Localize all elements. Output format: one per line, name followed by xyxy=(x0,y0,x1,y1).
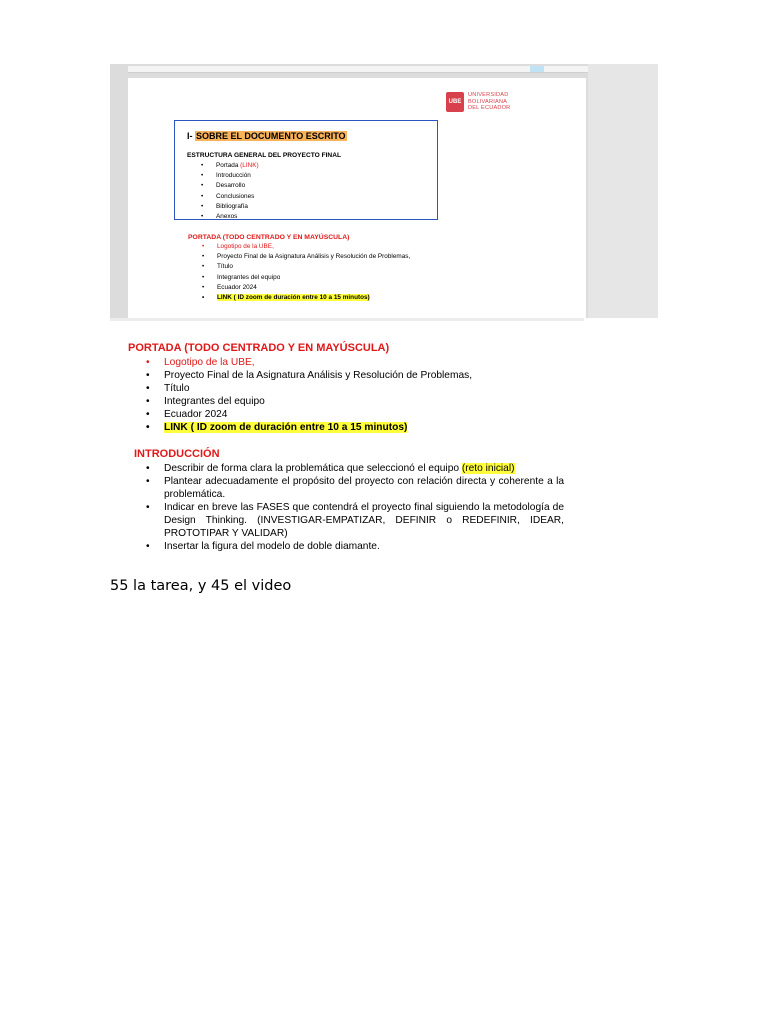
ube-logo xyxy=(446,92,510,116)
list-item: • LINK ( ID zoom de duración entre 10 a 15 minutos) xyxy=(202,293,410,303)
portada-section-small xyxy=(188,234,410,303)
structure-heading: ESTRUCTURA GENERAL DEL PROYECTO FINAL xyxy=(187,152,341,159)
list-item: • Indicar en breve las FASES que contendrá el proyecto final siguiendo la metodología de Design Thinking. (INVESTIGAR-EMPATIZAR, DEFINIR o REDEFINIR, IDEAR, PROTOTIPAR Y VALIDAR) xyxy=(146,501,564,540)
list-item: • LINK ( ID zoom de duración entre 10 a 15 minutos) xyxy=(146,421,472,434)
intro-title: INTRODUCCIÓN xyxy=(134,448,220,460)
document-screenshot-1 xyxy=(110,64,658,318)
list-item: • Anexos xyxy=(201,212,259,222)
list-item: • Ecuador 2024 xyxy=(146,408,472,421)
highlight-reto-inicial: (reto inicial) xyxy=(461,463,515,474)
portada-title: PORTADA (TODO CENTRADO Y EN MAYÚSCULA) xyxy=(188,234,350,241)
list-item: • Proyecto Final de la Asignatura Análisis y Resolución de Problemas, xyxy=(202,252,410,262)
list-item: • Desarrollo xyxy=(201,181,259,191)
list-item: • Bibliografía xyxy=(201,202,259,212)
section-prefix: I- xyxy=(187,131,193,141)
list-item: • Plantear adecuadamente el propósito del proyecto con relación directa y coherente a la problemática. xyxy=(146,475,564,501)
document-screenshot-2 xyxy=(110,318,584,568)
list-item: • Proyecto Final de la Asignatura Análisis y Resolución de Problemas, xyxy=(146,369,472,382)
caption-text: 55 la tarea, y 45 el video xyxy=(110,578,292,594)
list-item: • Ecuador 2024 xyxy=(202,283,410,293)
structure-box xyxy=(174,120,438,220)
document-page xyxy=(128,78,586,318)
list-item: • Insertar la figura del modelo de doble diamante. xyxy=(146,540,564,553)
structure-list xyxy=(201,161,259,222)
intro-list xyxy=(146,462,564,553)
list-item: • Introducción xyxy=(201,171,259,181)
list-item: • Título xyxy=(202,262,410,272)
image-edge xyxy=(110,318,584,321)
window-top-bar xyxy=(128,66,590,73)
logo-line: BOLIVARIANA xyxy=(468,98,508,105)
list-item: • Conclusiones xyxy=(201,192,259,202)
link-label: (LINK) xyxy=(240,162,259,169)
side-pane xyxy=(588,64,658,318)
section-title: SOBRE EL DOCUMENTO ESCRITO xyxy=(196,131,346,141)
logo-line: UNIVERSIDAD xyxy=(468,92,509,98)
section-heading xyxy=(187,131,347,141)
portada-section xyxy=(128,342,472,434)
portada-list xyxy=(146,356,472,434)
list-item: • Integrantes del equipo xyxy=(146,395,472,408)
introduccion-section xyxy=(134,448,564,553)
list-item: • Integrantes del equipo xyxy=(202,273,410,283)
ube-logo-text xyxy=(468,92,510,112)
list-item: • Portada (LINK) xyxy=(201,161,259,171)
list-item: • Describir de forma clara la problemática que seleccionó el equipo (reto inicial) xyxy=(146,462,564,475)
logo-line: DEL ECUADOR xyxy=(468,105,511,112)
list-item: • Logotipo de la UBE, xyxy=(202,242,410,252)
portada-list xyxy=(202,242,410,303)
scrollbar-marker xyxy=(530,66,544,72)
list-item: • Título xyxy=(146,382,472,395)
ube-logo-mark: UBE xyxy=(446,92,464,112)
list-item: • Logotipo de la UBE, xyxy=(146,356,472,369)
portada-title: PORTADA (TODO CENTRADO Y EN MAYÚSCULA) xyxy=(128,342,390,354)
